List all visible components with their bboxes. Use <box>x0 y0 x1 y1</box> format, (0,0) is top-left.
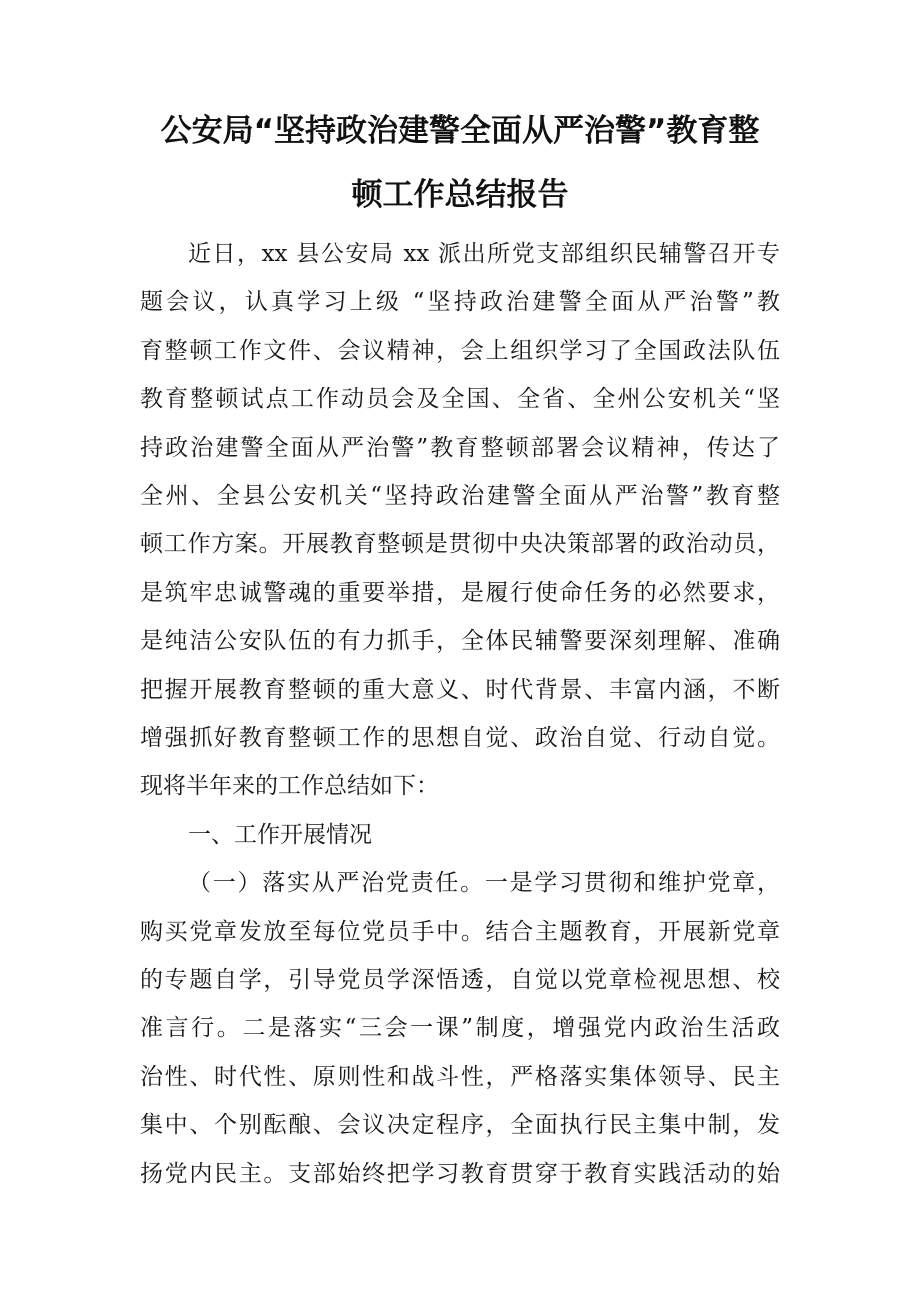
paragraph-2-line: 扬党内民主。支部始终把学习教育贯穿于教育实践活动的始 <box>140 1161 780 1187</box>
paragraph-2-line: 购买党章发放至每位党员手中。结合主题教育，开展新党章 <box>140 919 780 945</box>
paragraph-2-line: 治性、时代性、原则性和战斗性，严格落实集体领导、民主 <box>140 1064 780 1090</box>
paragraph-1-line: 全州、全县公安机关“坚持政治建警全面从严治警”教育整 <box>140 483 780 509</box>
paragraph-2-line: 集中、个别酝酿、会议决定程序，全面执行民主集中制，发 <box>140 1112 780 1138</box>
paragraph-1-line: 顿工作方案。开展教育整顿是贯彻中央决策部署的政治动员， <box>140 531 780 557</box>
section-heading: 一、工作开展情况 <box>188 822 372 848</box>
paragraph-2-line: 准言行。二是落实“三会一课”制度，增强党内政治生活政 <box>140 1015 780 1041</box>
paragraph-1-line: 把握开展教育整顿的重大意义、时代背景、丰富内涵，不断 <box>140 677 780 703</box>
paragraph-1-line: 是纯洁公安队伍的有力抓手，全体民辅警要深刻理解、准确 <box>140 628 780 654</box>
paragraph-2-line: （一）落实从严治党责任。一是学习贯彻和维护党章， <box>188 870 780 896</box>
paragraph-1-line: 持政治建警全面从严治警”教育整顿部署会议精神，传达了 <box>140 435 780 461</box>
paragraph-1-line: 现将半年来的工作总结如下： <box>140 773 439 799</box>
paragraph-1-line: 教育整顿试点工作动员会及全国、全省、全州公安机关“坚 <box>140 386 780 412</box>
paragraph-1-line: 是筑牢忠诚警魂的重要举措，是履行使命任务的必然要求， <box>140 580 780 606</box>
paragraph-1-line: 育整顿工作文件、会议精神，会上组织学习了全国政法队伍 <box>140 338 780 364</box>
document-title-line-2: 顿工作总结报告 <box>351 177 569 213</box>
paragraph-1-line: 增强抓好教育整顿工作的思想自觉、政治自觉、行动自觉。 <box>140 725 780 751</box>
document-title-line-1: 公安局“坚持政治建警全面从严治警”教育整 <box>160 113 760 149</box>
paragraph-1-line: 近日，xx 县公安局 xx 派出所党支部组织民辅警召开专 <box>188 241 780 267</box>
paragraph-1-line: 题会议，认真学习上级 “坚持政治建警全面从严治警”教 <box>140 289 780 315</box>
paragraph-2-line: 的专题自学，引导党员学深悟透，自觉以党章检视思想、校 <box>140 967 780 993</box>
